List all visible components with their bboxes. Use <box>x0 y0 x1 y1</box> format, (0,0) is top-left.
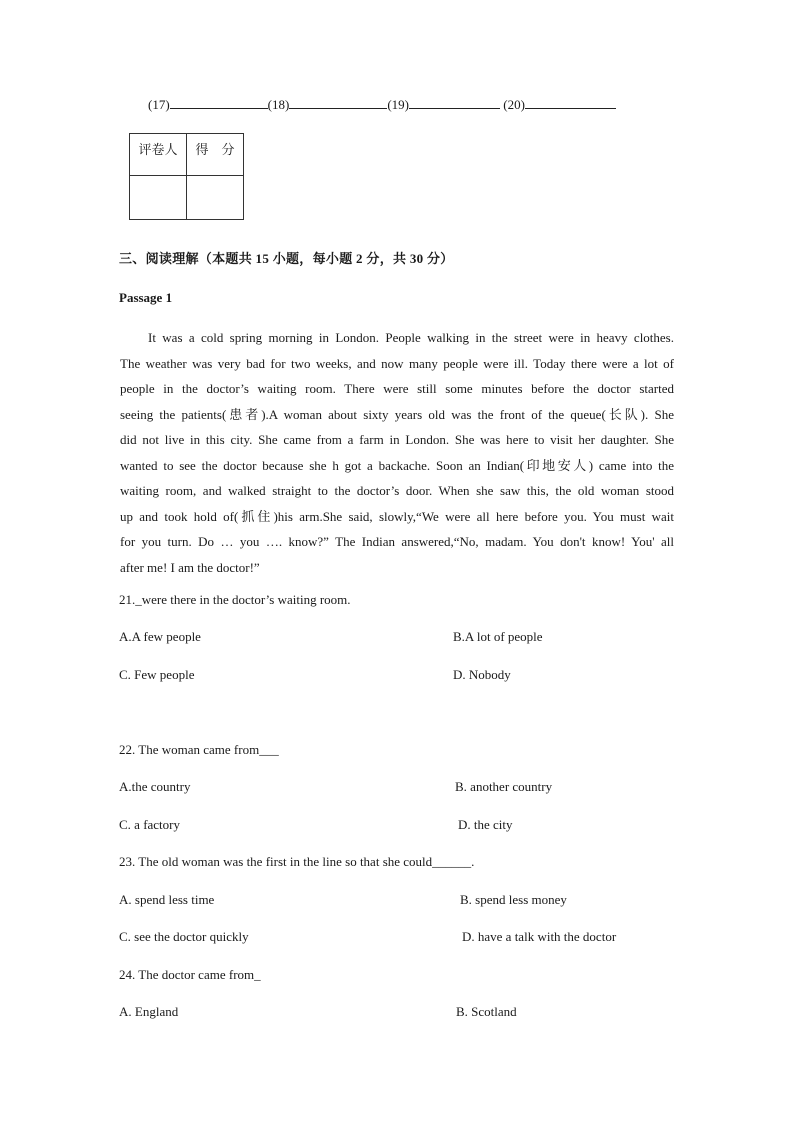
passage-title: Passage 1 <box>119 290 173 305</box>
passage-line: people in the doctor’s waiting room. There were still some minutes before the doctor started <box>120 381 674 396</box>
grader-reviewer-cell[interactable] <box>130 176 187 220</box>
grader-table <box>129 133 244 220</box>
question-22-option-d[interactable]: D. the city <box>458 817 513 832</box>
blank-19[interactable] <box>409 96 500 109</box>
passage-line: after me! I am the doctor!” <box>120 559 260 575</box>
question-23-option-d[interactable]: D. have a talk with the doctor <box>462 929 617 944</box>
question-21-option-a[interactable]: A.A few people <box>119 629 201 644</box>
grader-header-reviewer: 评卷人 <box>130 134 187 176</box>
question-22-option-c[interactable]: C. a factory <box>119 817 181 832</box>
passage-line: for you turn. Do … you …. know?” The Indian answered,“No, madam. You don't know! You' all <box>120 534 674 549</box>
blank-label-20: (20) <box>503 97 525 112</box>
passage-line: The weather was very bad for two weeks, and now many people were ill. Today there were a lot of <box>120 355 674 371</box>
passage-line: waiting room, and walked straight to the doctor’s door. When she saw this, the old woman stood <box>120 483 674 498</box>
question-24-option-a[interactable]: A. England <box>119 1004 179 1019</box>
question-21-stem: 21._were there in the doctor’s waiting room. <box>119 592 351 607</box>
question-21-option-b[interactable]: B.A lot of people <box>453 629 543 644</box>
passage-line: did not live in this city. She came from a farm in London. She was here to visit her daughter. She <box>120 432 674 447</box>
question-22-option-b[interactable]: B. another country <box>455 779 553 794</box>
blank-label-19: (19) <box>387 97 410 112</box>
answer-blanks-row <box>148 96 616 113</box>
question-22-stem: 22. The woman came from___ <box>119 742 279 757</box>
passage-line: wanted to see the doctor because she h got a backache. Soon an Indian(印地安人) came into the <box>120 457 674 473</box>
blank-label-17: (17) <box>148 97 170 112</box>
question-23-option-a[interactable]: A. spend less time <box>119 892 215 907</box>
question-23-option-b[interactable]: B. spend less money <box>460 892 567 907</box>
passage-line: up and took hold of(抓住)his arm.She said, slowly,“We were all here before you. You must wait <box>120 508 674 524</box>
question-23-option-c[interactable]: C. see the doctor quickly <box>119 929 249 944</box>
blank-label-18: (18) <box>267 97 290 112</box>
passage-line: seeing the patients(患者).A woman about sixty years old was the front of the queue(长队). She <box>120 406 674 422</box>
question-21-option-d[interactable]: D. Nobody <box>453 667 511 682</box>
question-24-stem: 24. The doctor came from_ <box>119 967 261 982</box>
passage-line: It was a cold spring morning in London. People walking in the street were in heavy clothes. <box>148 330 674 345</box>
grader-header-score: 得 分 <box>187 134 244 176</box>
section-title: 三、阅读理解（本题共 15 小题，每小题 2 分，共 30 分） <box>119 251 454 266</box>
passage-body <box>120 325 674 580</box>
question-22-option-a[interactable]: A.the country <box>119 779 191 794</box>
blank-18[interactable] <box>289 96 387 109</box>
question-24-option-b[interactable]: B. Scotland <box>456 1004 517 1019</box>
blank-17[interactable] <box>170 96 268 109</box>
grader-score-cell[interactable] <box>187 176 244 220</box>
blank-20[interactable] <box>525 96 616 109</box>
question-21-option-c[interactable]: C. Few people <box>119 667 195 682</box>
question-23-stem: 23. The old woman was the first in the line so that she could______. <box>119 854 475 869</box>
